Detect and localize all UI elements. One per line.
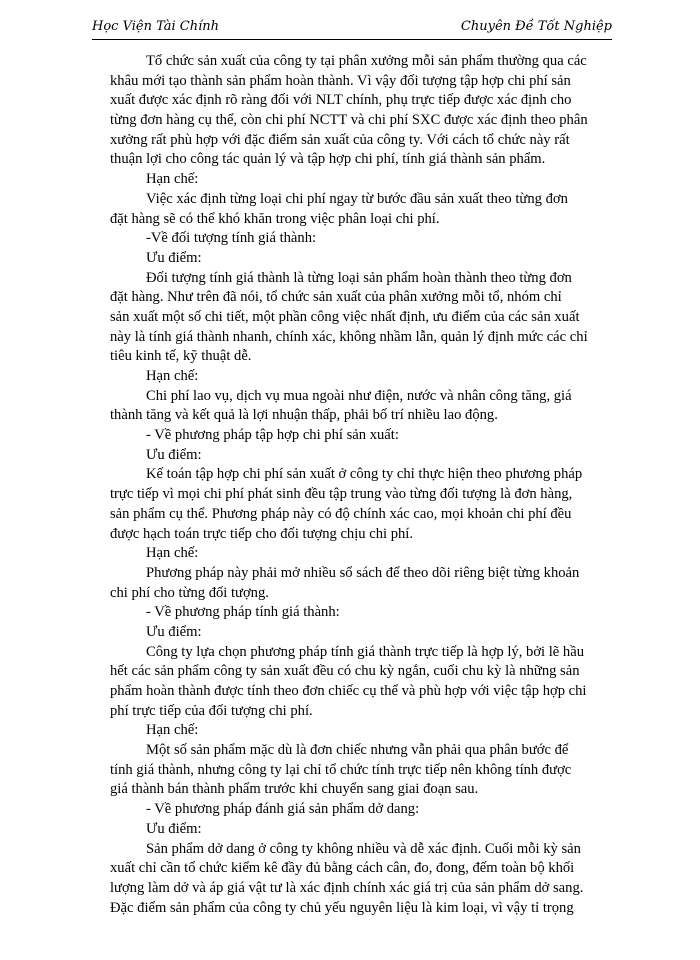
text-line: trực tiếp vì mọi chi phí phát sinh đều tập trung vào từng đối tượng là đơn hàng, [110, 486, 573, 503]
text-line: chi phí cho từng đối tượng. [110, 584, 269, 601]
text-line: khâu mới tạo thành sản phẩm hoàn thành. Vì vậy đối tượng tập hợp chi phí sản [110, 72, 571, 89]
text-line: - Về phương pháp tập hợp chi phí sản xuất: [146, 427, 399, 444]
text-line: xuất chỉ cần tổ chức kiểm kê đầy đủ bằng cách cân, đo, đong, đếm toàn bộ khối [110, 860, 575, 877]
text-line: sản xuất một số chi tiết, một phần công việc nhất định, ưu điểm của các sản xuất [110, 308, 580, 325]
text-line: phẩm hoàn thành được tính theo đơn chiếc cụ thể và phù hợp với việc tập hợp chi [110, 683, 587, 699]
text-line: thuận lợi cho công tác quản lý và tập hợp chi phí, tính giá thành sản phẩm. [110, 151, 546, 168]
document-body [110, 52, 640, 918]
text-line: Ưu điểm: [146, 249, 202, 266]
text-line: Hạn chế: [146, 171, 199, 188]
text-line: - Về phương pháp đánh giá sản phẩm dở dang: [146, 801, 420, 818]
text-line: Ưu điểm: [146, 446, 202, 463]
text-line: Sản phẩm dở dang ở công ty không nhiều và dễ xác định. Cuối mỗi kỳ sản [146, 840, 581, 857]
page-header [92, 17, 612, 40]
text-line: sản phẩm cụ thể. Phương pháp này có độ chính xác cao, mọi khoản chi phí đều [110, 505, 572, 522]
text-line: -Về đối tượng tính giá thành: [146, 230, 317, 247]
text-line: từng đơn hàng cụ thể, còn chi phí NCTT và chi phí SXC được xác định theo phân [110, 112, 588, 129]
text-line: này là tính giá thành nhanh, chính xác, không nhầm lẫn, quản lý định mức các chỉ [110, 328, 588, 345]
text-line: Ưu điểm: [146, 623, 202, 640]
text-line: đặt hàng sẽ có thể khó khăn trong việc phân loại chi phí. [110, 210, 440, 227]
text-line: Việc xác định từng loại chi phí ngay từ bước đầu sản xuất theo từng đơn [146, 190, 568, 207]
text-line: đặt hàng. Như trên đã nói, tổ chức sản xuất của phân xưởng mỗi tổ, nhóm chỉ [110, 289, 562, 306]
text-line: Hạn chế: [146, 368, 199, 384]
text-line: Một số sản phẩm mặc dù là đơn chiếc nhưng vẫn phải qua phân bước để [146, 742, 569, 759]
text-line: Đối tượng tính giá thành là từng loại sản phẩm hoàn thành theo từng đơn [146, 269, 572, 286]
text-line: được hạch toán trực tiếp cho đối tượng chịu chi phí. [110, 525, 413, 542]
text-line: Hạn chế: [146, 545, 199, 562]
header-institution: Học Viện Tài Chính [92, 19, 220, 34]
text-line: hết các sản phẩm công ty sản xuất đều có chu kỳ ngắn, cuối chu kỳ là những sản [110, 663, 580, 680]
text-line: phí trực tiếp của đối tượng chi phí. [110, 702, 313, 719]
text-line: thành tăng và kết quả là lợi nhuận thấp, phải bố trí nhiều lao động. [110, 407, 498, 424]
text-line: Ưu điểm: [146, 820, 202, 837]
text-line: Hạn chế: [146, 722, 199, 739]
text-line: Phương pháp này phải mở nhiều sổ sách để theo dõi riêng biệt từng khoản [146, 564, 580, 581]
text-line: Công ty lựa chọn phương pháp tính giá thành trực tiếp là hợp lý, bởi lẽ hầu [146, 643, 584, 660]
text-line: Tổ chức sản xuất của công ty tại phân xưởng mỗi sản phẩm thường qua các [146, 53, 587, 69]
text-line: tính giá thành, nhưng công ty lại chỉ tổ chức tính trực tiếp nên không tính được [110, 761, 572, 778]
text-line: giá thành bán thành phẩm trước khi chuyển sang giai đoạn sau. [110, 781, 479, 798]
text-line: Kế toán tập hợp chi phí sản xuất ở công ty chỉ thực hiện theo phương pháp [146, 466, 583, 483]
text-line: Chi phí lao vụ, dịch vụ mua ngoài như điện, nước và nhân công tăng, giá [146, 387, 572, 404]
text-line: lượng làm dở và áp giá vật tư là xác định chính xác giá trị của sản phẩm dở sang. [110, 879, 584, 896]
text-line: xưởng rất phù hợp với đặc điểm sản xuất của công ty. Với cách tổ chức này rất [110, 131, 570, 148]
text-line: Đặc điểm sản phẩm của công ty chủ yếu nguyên liệu là kim loại, vì vậy tỉ trọng [110, 899, 574, 916]
text-line: - Về phương pháp tính giá thành: [146, 604, 340, 621]
text-line: xuất được xác định rõ ràng đối với NLT chính, phụ trực tiếp được xác định cho [110, 92, 572, 109]
text-line: tiêu kinh tế, kỹ thuật dễ. [110, 348, 252, 365]
header-document-type: Chuyên Đề Tốt Nghiệp [460, 19, 612, 34]
